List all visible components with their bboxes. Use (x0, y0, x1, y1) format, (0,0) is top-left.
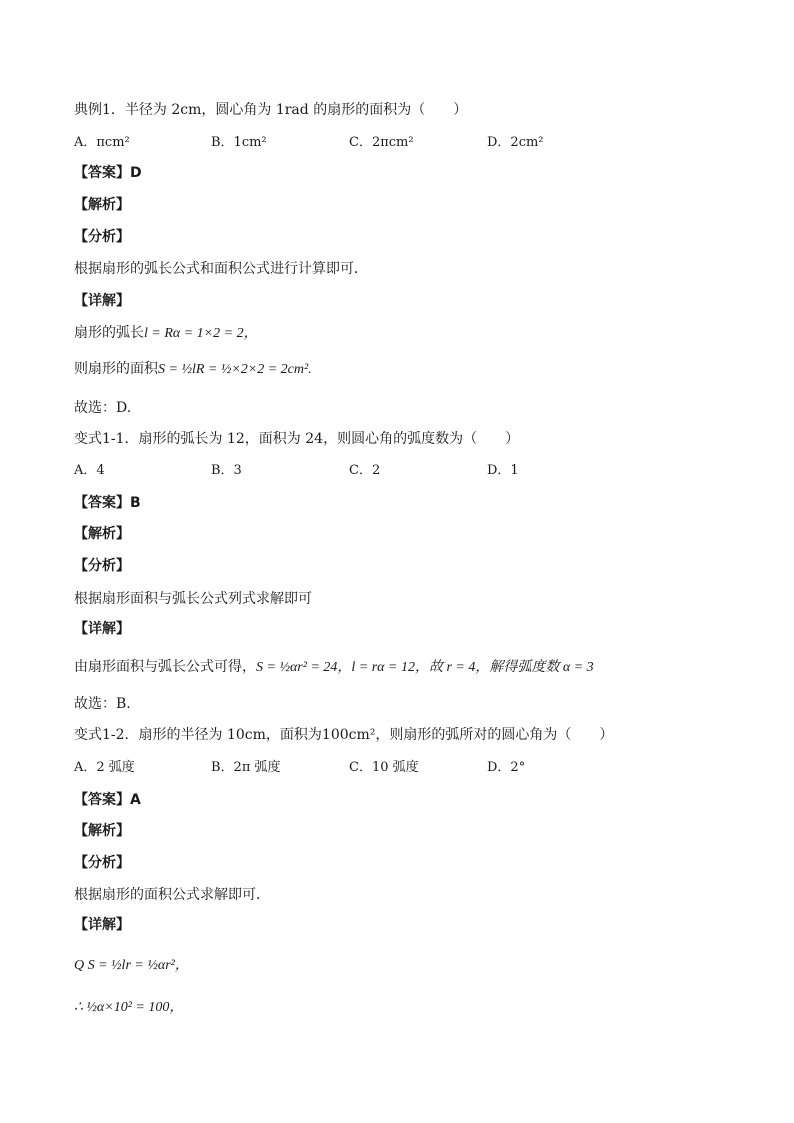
question-1-conclusion: 故选：D. (74, 400, 132, 416)
question-1-option-c: C．2πcm² (349, 135, 414, 150)
question-1-title: 典例1．半径为 2cm，圆心角为 1rad 的扇形的面积为（ ） (74, 102, 468, 118)
question-1-fenxi-text: 根据扇形的弧长公式和面积公式进行计算即可． (74, 261, 368, 277)
detail-prefix: 则扇形的面积 (74, 361, 158, 377)
question-1-option-d: D．2cm² (487, 135, 544, 150)
area-formula: Q S = ½lr = ½αr²， (74, 958, 189, 973)
question-3-option-d: D．2° (487, 760, 526, 775)
question-1-detail-label: 【详解】 (74, 293, 130, 309)
question-2-fenxi-label: 【分析】 (74, 558, 130, 574)
question-3-fenxi-text: 根据扇形的面积公式求解即可． (74, 887, 270, 903)
question-2-option-c: C．2 (349, 463, 381, 478)
question-2-option-b: B．3 (211, 463, 242, 478)
question-2-title: 变式1-1．扇形的弧长为 12，面积为 24，则圆心角的弧度数为（ ） (74, 431, 520, 447)
question-2-option-a: A．4 (74, 463, 105, 478)
question-1-answer: 【答案】D (74, 165, 142, 181)
question-1-fenxi-label: 【分析】 (74, 229, 130, 245)
question-3-answer: 【答案】A (74, 792, 141, 808)
equation: ∴ ½α×10² = 100， (74, 1000, 184, 1015)
area-formula: S = ½lR = ½×2×2 = 2cm². (158, 362, 312, 377)
detail-prefix: 扇形的弧长 (74, 325, 144, 341)
question-3-detail-line-1 (74, 956, 189, 975)
question-1-analysis-label: 【解析】 (74, 197, 130, 213)
question-1-option-a: A．πcm² (74, 135, 130, 150)
question-2-detail-line-1 (74, 658, 594, 677)
question-2-analysis-label: 【解析】 (74, 526, 130, 542)
question-1-detail-line-2 (74, 360, 312, 379)
question-3-option-c: C．10 弧度 (349, 760, 419, 775)
detail-prefix: 由扇形面积与弧长公式可得， (74, 659, 256, 675)
question-3-fenxi-label: 【分析】 (74, 855, 130, 871)
sector-formula: S = ½αr² = 24，l = rα = 12，故 r = 4，解得弧度数 α = 3 (256, 660, 594, 675)
question-3-option-a: A．2 弧度 (74, 760, 135, 775)
question-2-fenxi-text: 根据扇形面积与弧长公式列式求解即可 (74, 591, 312, 607)
question-2-detail-label: 【详解】 (74, 621, 130, 637)
arc-length-formula: l = Rα = 1×2 = 2， (144, 326, 258, 341)
question-2-option-d: D．1 (487, 463, 519, 478)
question-3-title: 变式1-2．扇形的半径为 10cm，面积为100cm²，则扇形的弧所对的圆心角为（ ） (74, 727, 614, 743)
question-3-detail-label: 【详解】 (74, 917, 130, 933)
question-1-option-b: B．1cm² (211, 135, 267, 150)
question-3-analysis-label: 【解析】 (74, 823, 130, 839)
question-3-option-b: B．2π 弧度 (211, 760, 281, 775)
question-2-answer: 【答案】B (74, 495, 141, 511)
question-3-detail-line-2 (74, 998, 183, 1017)
question-2-conclusion: 故选：B. (74, 696, 131, 712)
question-1-detail-line-1 (74, 324, 258, 343)
